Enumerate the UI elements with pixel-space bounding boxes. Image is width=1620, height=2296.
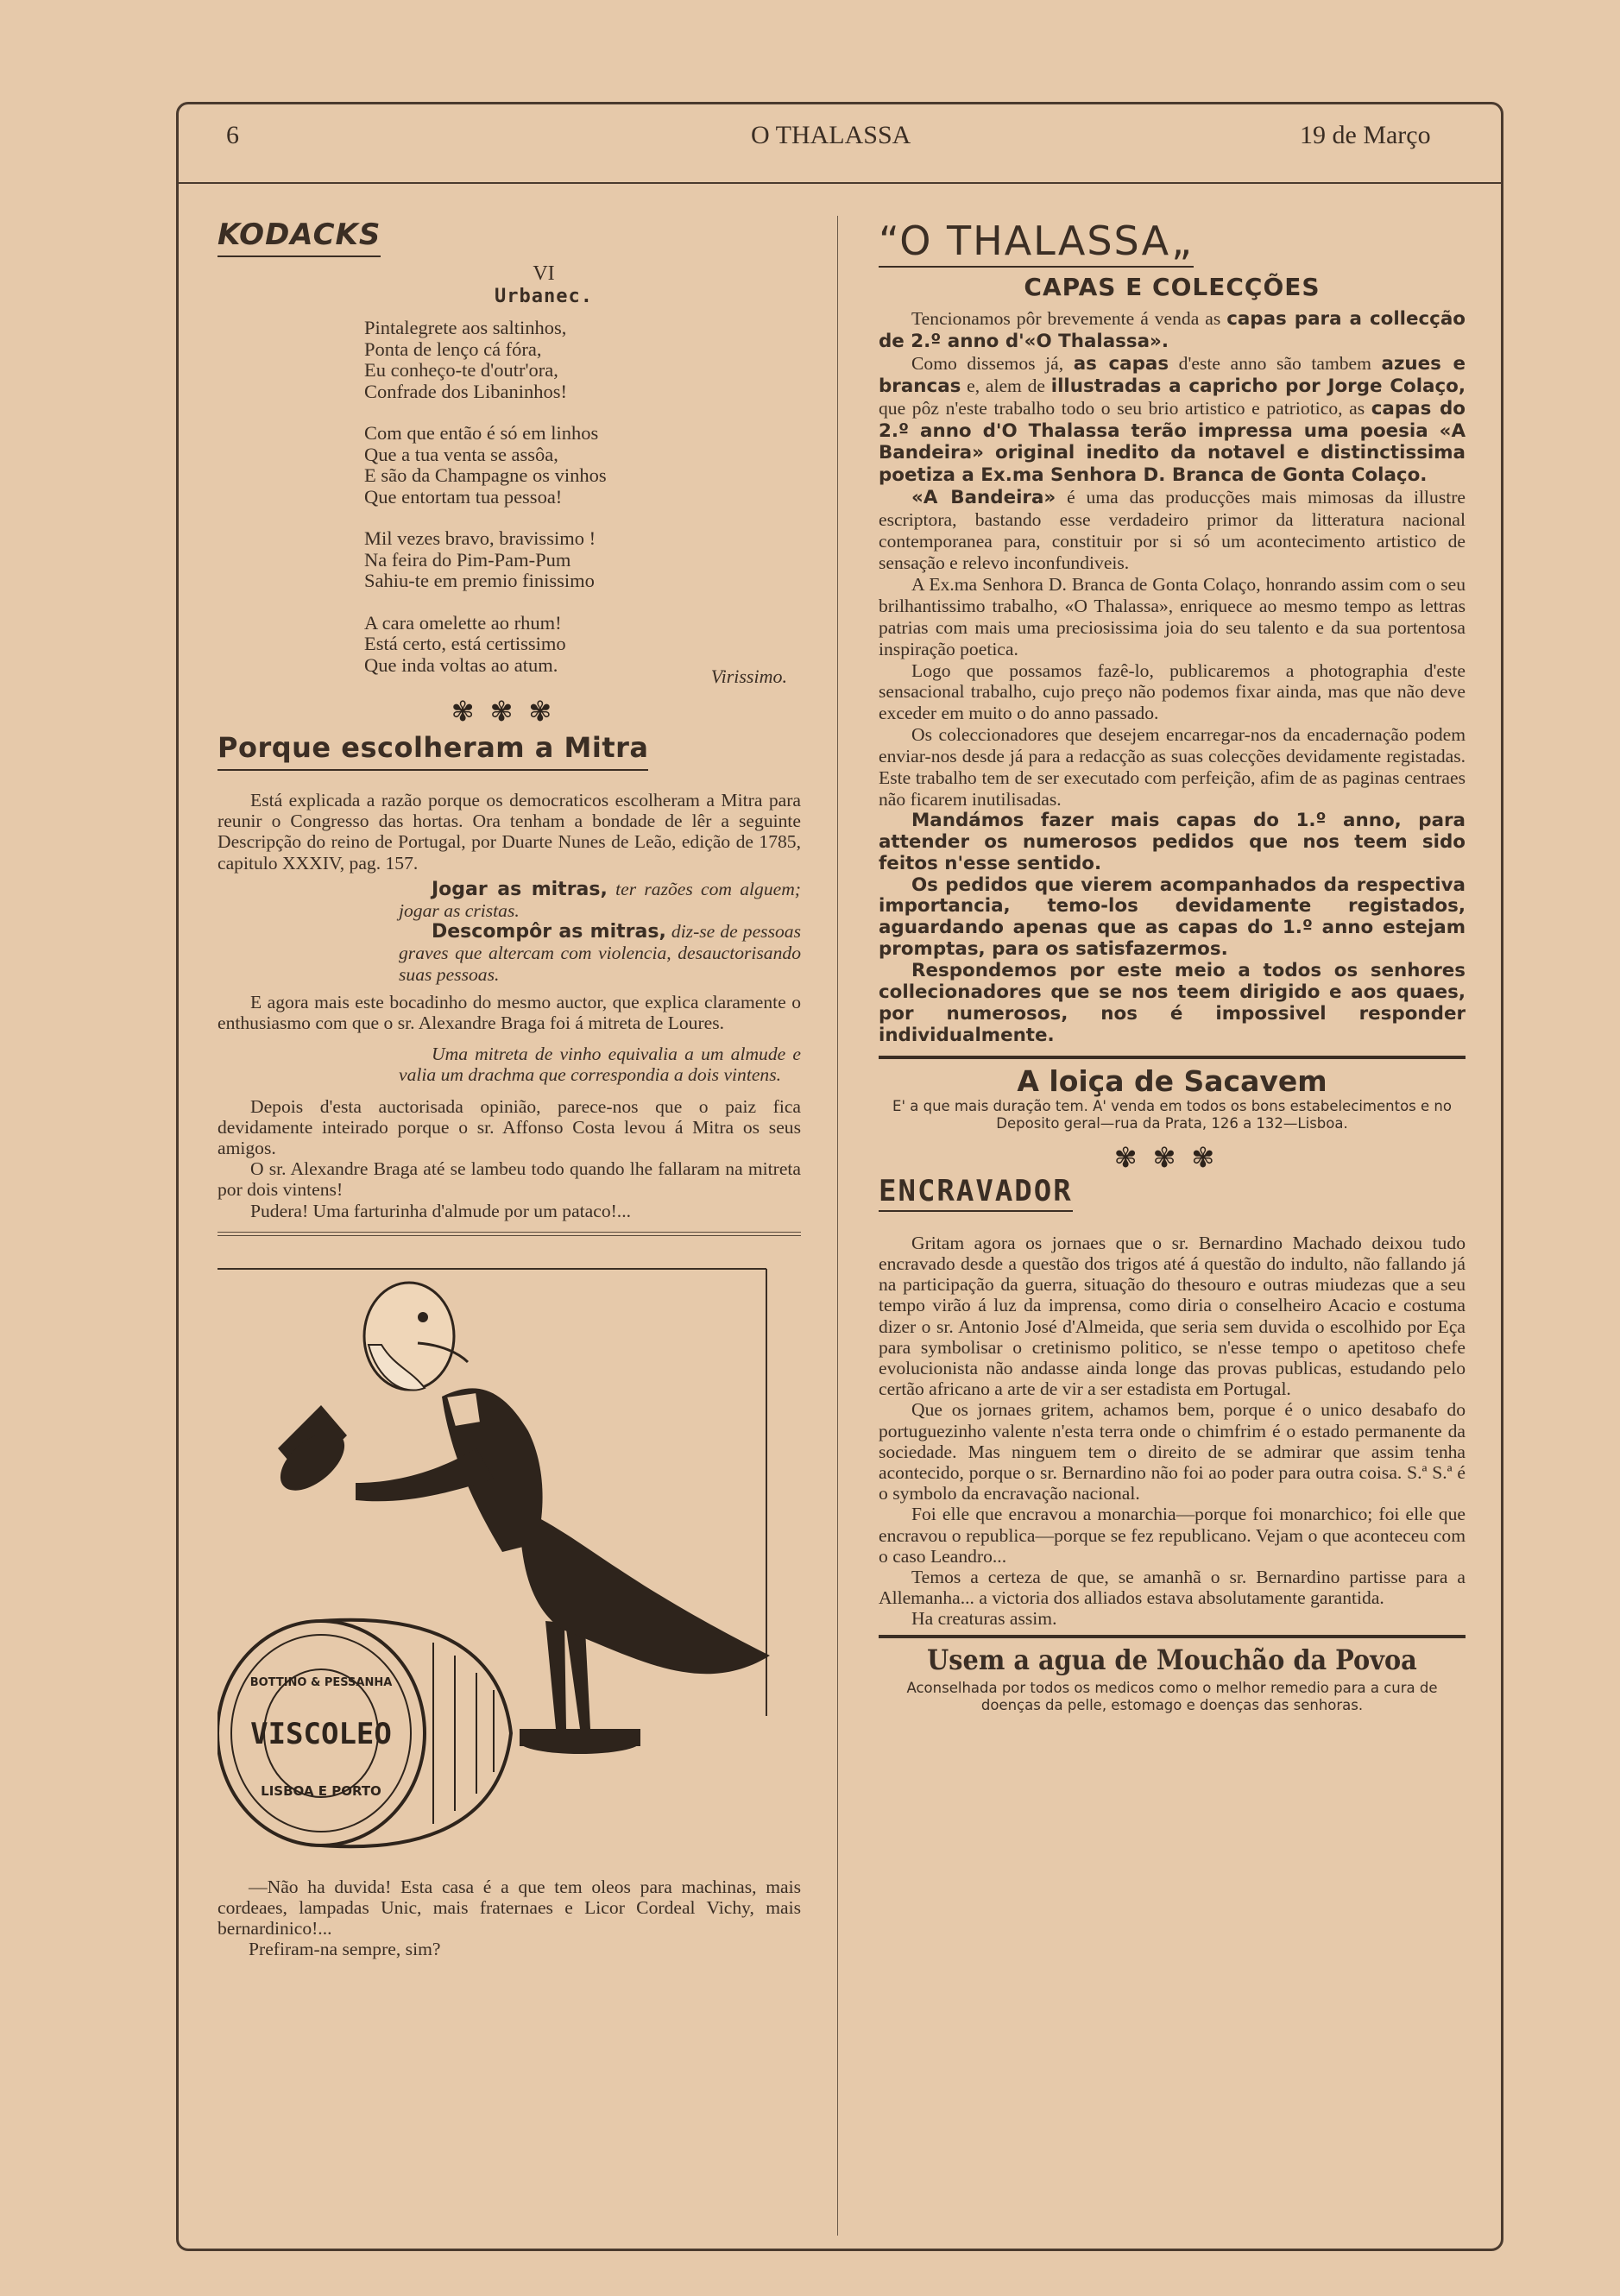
paragraph [879,308,1466,353]
stanza [364,528,801,592]
text-run-bold: azues e brancas [879,352,1466,397]
poem [364,318,801,676]
poem-line: Mil vezes bravo, bravissimo ! [364,527,596,549]
poem-line: Pintalegrete aos saltinhos, [364,317,567,338]
barrel-ring-top: BOTTINO & PESSANHA [249,1675,393,1689]
caption-line: Prefiram-na sempre, sim? [249,1939,441,1960]
heavy-rule [879,1635,1466,1638]
column-divider [837,216,838,2236]
quote-term: Descompôr as mitras, [432,921,666,943]
ad-agua-text: Aconselhada por todos os medicos como o melhor remedio para a cura de doenças da pelle, estomago e doenças das senhoras. [906,1679,1438,1713]
text-run-bold: illustradas a capricho por Jorge Colaço, [1050,375,1466,397]
paragraph: Mandámos fazer mais capas do 1.º anno, para attender os numerosos pedidos que nos teem sido feitos n'esse sentido. [879,809,1466,874]
poem-line: E são da Champagne os vinhos [364,464,607,486]
paragraph: Que os jornaes gritem, achamos bem, porque é o unico desabafo do portuguezinho valente n'esta terra onde o chimfrim é o estado permanente da sociedade. Mas ninguem tem o direito de se admirar que assim tenha acontecido, porque o sr. Bernardino não foi ao poder para outra coisa. S.ª S.ª é o symbolo da encravação nacional. [879,1399,1466,1504]
paragraph: Temos a certeza de que, se amanhã o sr. Bernardino partisse para a Allemanha... a victoria dos alliados estava absolutamente garantida. [879,1567,1466,1609]
paragraph: Logo que possamos fazê-lo, publicaremos a photographia d'este sensacional trabalho, cujo preço não podemos fixar ainda, mas que não deve exceder em muito o do anno passado. [879,659,1466,724]
poem-line: Que inda voltas ao atum. [364,653,558,676]
paragraph: Respondemos por este meio a todos os senhores collecionadores que se nos teem dirigido e aos quaes, por numerosos, nos é impossivel responder individualmente. [879,960,1466,1046]
poem-title: Urbanec. [495,286,593,307]
issue-date: 19 de Março [1300,121,1431,149]
paragraph: Gritam agora os jornaes que o sr. Bernardino Machado deixou tudo encravado desde a questão dos trigos até á questão do indulto, não fallando já na participação da guerra, situação do thesouro e outras miudezas que a seu tempo virão á luz da imprensa, como diria o conselheiro Acacio e costuma dizer o sr. Antonio José d'Almeida, que seria sem duvida o escolhido por Eça para symbolisar o cretinismo politico, se n'esse tempo o apetitoso chefe evolucionista não andasse ainda longe das provas publicas, estudando pelo certão africano a arte de vir a ser estadista em Portugal. [879,1232,1466,1400]
poem-line: Que entortam tua pessoa! [364,485,563,508]
paragraph: Foi elle que encravou a monarchia—porque foi monarchico; foi elle que encravou o republica—porque se fez republicano. Vejam o que aconteceu com o caso Leandro... [879,1504,1466,1567]
caption-line: —Não ha duvida! Esta casa é a que tem oleos para machinas, mais cordeaes, lampadas Unic, mais fraternaes e Licor Cordeal Vichy, mais bernardinico!... [217,1876,801,1940]
ad-sacavem-text: E' a que mais duração tem. A' venda em todos os bons estabelecimentos e no Deposito geral—rua da Prata, 126 a 132—Lisboa. [892,1097,1452,1132]
poem-line: Está certo, está certissimo [364,633,566,654]
quote-term: Jogar as mitras, [432,878,608,900]
paragraph: O sr. Alexandre Braga até se lambeu todo quando lhe fallaram na mitreta por dois vintens! [217,1158,801,1201]
mitra-article [217,790,801,1221]
poem-line: Ponta de lenço cá fóra, [364,337,542,360]
page-header [176,121,1503,161]
text-run: Tencionamos pôr brevemente á venda as [911,308,1227,329]
quote [399,879,801,921]
poem-line: Confrade dos Libaninhos! [364,380,567,402]
poem-line: Na feira do Pim-Pam-Pum [364,548,571,571]
encravador-article [879,1233,1466,1630]
cartoon-svg [217,1250,801,1871]
text-run: e, alem de [961,375,1051,396]
cartoon-caption [217,1877,801,1960]
right-column [879,218,1466,1714]
paragraph [879,487,1466,574]
text-run: é uma das producções mais mimosas da illustre escriptora, bastando esse verdadeiro primor da litteratura nacional contemporanea para, constituir por si só um acontecimento artistico de sensação e relevo inconfundiveis. [879,487,1466,573]
quote-definition: ter razões com alguem; jogar as cristas. [399,878,802,922]
ad-agua-title: Usem a agua de Mouchão da Povoa [927,1643,1417,1676]
text-run-bold: «A Bandeira» [911,487,1056,509]
cartoon-illustration [217,1250,801,1871]
paragraph [879,353,1466,487]
poem-number: VI [533,262,555,285]
paragraph: Depois d'esta auctorisada opinião, parece-nos que o paiz fica devidamente inteirado porque o sr. Affonso Costa levou á Mitra os seus amigos. [217,1095,801,1159]
poem-line: Eu conheço-te d'outr'ora, [364,359,558,381]
poem-line: A cara omelette ao rhum! [364,611,562,634]
double-rule [217,1232,801,1236]
poem-line: Com que então é só em linhos [364,422,599,444]
stanza [364,318,801,402]
masthead-title: O THALASSA [751,121,911,149]
paragraph: Os coleccionadores que desejem encarregar-nos da encadernação podem enviar-nos desde já para a redacção as suas colecções devidamente registadas. Este trabalho tem de ser executado com perfeição, afim de as paginas centraes não ficarem inutilisadas. [879,724,1466,810]
text-run: Como dissemos já, [911,352,1074,374]
ornament-divider: ✾✾✾ [1113,1140,1231,1174]
quote: Uma mitreta de vinho equivalia a um almude e valia um drachma que correspondia a dois vintens. [399,1044,801,1086]
poem-signature: Virissimo. [710,665,787,687]
text-run: d'este anno são tambem [1169,352,1382,374]
poem-line: Sahiu-te em premio finissimo [364,570,595,591]
heavy-rule [879,1056,1466,1059]
paragraph: Está explicada a razão porque os democraticos escolheram a Mitra para reunir o Congresso das hortas. Ora tenham a bondade de lêr a seguinte Descripção do reino de Portugal, por Duarte Nunes de Leão, edição de 1785, capitulo XXXIV, pag. 157. [217,790,801,874]
text-run: que pôz n'este trabalho todo o seu brio artistico e patriotico, as [879,397,1371,419]
text-run-bold: capas para a collecção de 2.º anno d'«O Thalassa». [879,308,1466,352]
barrel-ring-bottom: LISBOA E PORTO [261,1782,381,1799]
thalassa-title: “O THALASSA„ [879,218,1194,268]
encravador-title: ENCRAVADOR [879,1174,1073,1212]
capas-article [879,308,1466,1047]
paragraph: Ha creaturas assim. [911,1608,1057,1630]
capas-title: CAPAS E COLECÇÕES [1024,273,1321,301]
page-number: 6 [226,121,239,149]
stanza [364,423,801,508]
left-column [217,218,801,1960]
ad-sacavem-title: A loiça de Sacavem [1017,1063,1327,1098]
quote-definition: diz-se de pessoas graves que altercam com violencia, desauctorisando suas pessoas. [399,921,801,985]
section-title-kodacks: KODACKS [217,218,381,257]
paragraph: E agora mais este bocadinho do mesmo auctor, que explica claramente o enthusiasmo com que o sr. Alexandre Braga foi á mitreta de Loures. [217,991,801,1034]
barrel-label: VISCOLEO [250,1716,392,1751]
header-rule [176,182,1503,184]
quote [399,921,801,985]
article-title-mitra: Porque escolheram a Mitra [217,731,648,771]
text-run-bold: as capas [1073,352,1169,375]
paragraph: Os pedidos que vierem acompanhados da respectiva importancia, temo-los devidamente registados, aguardando apenas que as capas do 1.º anno estejam promptas, para os satisfazermos. [879,874,1466,961]
poem-line: Que a tua venta se assôa, [364,443,558,465]
paragraph: A Ex.ma Senhora D. Branca de Gonta Colaço, honrando assim com o seu brilhantissimo trabalho, «O Thalassa», enriquece ao mesmo tempo as lettras patrias com mais uma preciosissima joia do seu talento e da sua portentosa inspiração poetica. [879,573,1466,659]
ornament-divider: ✾✾✾ [451,695,568,728]
text-run-bold: capas do 2.º anno d'O Thalassa terão impressa uma poesia «A Bandeira» original inedito da notavel e distinctissima poetiza a Ex.ma Senhora D. Branca de Gonta Colaço. [879,397,1466,487]
paragraph: Pudera! Uma farturinha d'almude por um pataco!... [250,1200,632,1221]
